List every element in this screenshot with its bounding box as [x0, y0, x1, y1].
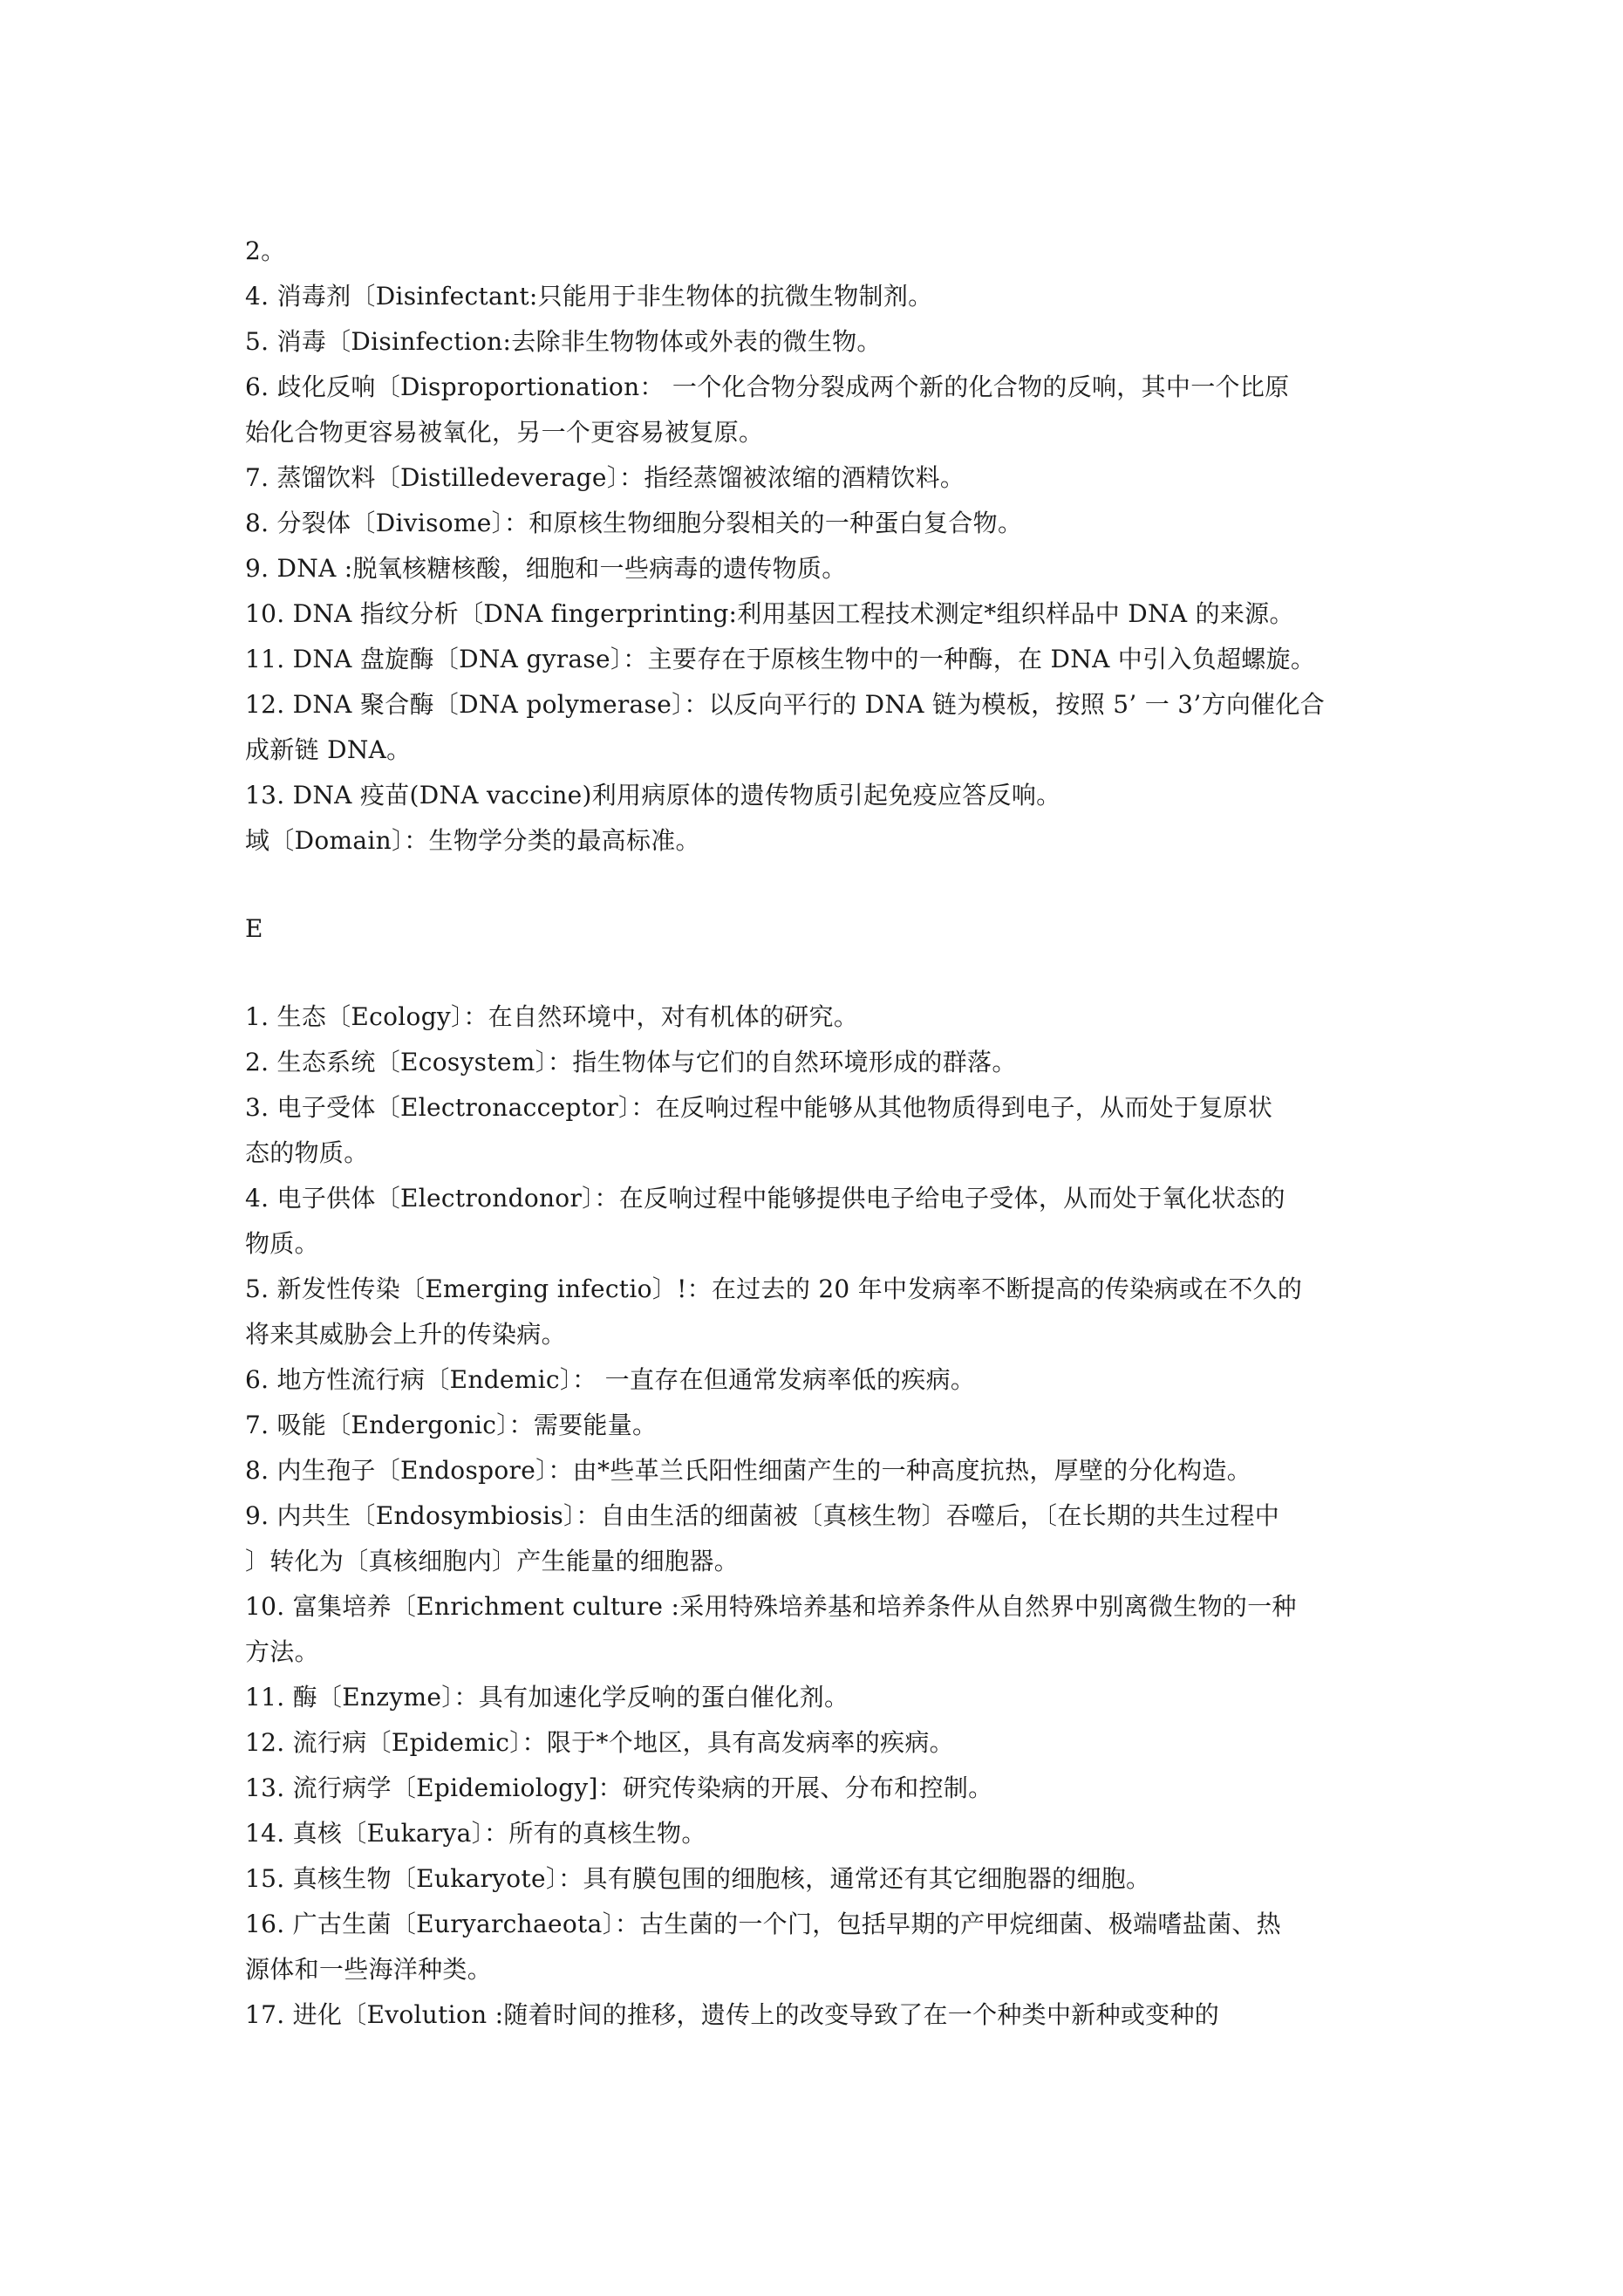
glossary-entry — [245, 818, 1396, 864]
entry-line: 4. 电子供体〔Electrondonor〕：在反响过程中能够提供电子给电子受体，从而处于氧化状态的 — [245, 1184, 1285, 1213]
glossary-entry — [245, 319, 1396, 365]
entry-line: 8. 分裂体〔Divisome〕：和原核生物细胞分裂相关的一种蛋白复合物。 — [245, 509, 1023, 537]
glossary-entry — [245, 1403, 1396, 1448]
glossary-entry — [245, 274, 1396, 319]
entry-continuation-line: 〕转化为〔真核细胞内〕产生能量的细胞器。 — [245, 1547, 740, 1575]
entry-continuation-line: 成新链 DNA。 — [245, 735, 412, 764]
glossary-entry — [245, 455, 1396, 501]
section-d-entries — [245, 274, 1396, 864]
entry-continuation-line: 将来其威胁会上升的传染病。 — [245, 1320, 566, 1349]
glossary-entry — [245, 1992, 1396, 2038]
entry-continuation-line: 物质。 — [245, 1229, 319, 1258]
glossary-entry — [245, 773, 1396, 818]
entry-line: 17. 进化〔Evolution :随着时间的推移，遗传上的改变导致了在一个种类中新种或变种的 — [245, 2000, 1220, 2029]
entry-line: 11. 酶〔Enzyme〕：具有加速化学反响的蛋白催化剂。 — [245, 1683, 849, 1712]
entry-line: 9. DNA :脱氧核糖核酸，细胞和一些病毒的遗传物质。 — [245, 554, 847, 583]
entry-line: 1. 生态〔Ecology〕：在自然环境中，对有机体的研究。 — [245, 1002, 859, 1031]
entry-line: 13. DNA 疫苗(DNA vaccine)利用病原体的遗传物质引起免疫应答反响。 — [245, 781, 1061, 810]
entry-line: 5. 新发性传染〔Emerging infectio〕!：在过去的 20 年中发病率不断提高的传染病或在不久的 — [245, 1274, 1303, 1303]
entry-continuation-line: 始化合物更容易被氧化，另一个更容易被复原。 — [245, 418, 764, 447]
entry-line: 8. 内生孢子〔Endospore〕：由*些革兰氏阳性细菌产生的一种高度抗热，厚壁的分化构造。 — [245, 1456, 1252, 1485]
document-body — [245, 229, 1396, 2038]
entry-line: 6. 歧化反响〔Disproportionation： 一个化合物分裂成两个新的化合物的反响，其中一个比原 — [245, 372, 1290, 401]
glossary-entry — [245, 1720, 1396, 1766]
section-e-entries — [245, 994, 1396, 2038]
entry-line: 3. 电子受体〔Electronacceptor〕：在反响过程中能够从其他物质得到电子，从而处于复原状 — [245, 1093, 1273, 1122]
section-e-heading: E — [245, 914, 263, 943]
entry-line: 15. 真核生物〔Eukaryote〕：具有膜包围的细胞核，通常还有其它细胞器的细胞。 — [245, 1864, 1151, 1893]
entry-line: 12. DNA 聚合酶〔DNA polymerase〕：以反向平行的 DNA 链为模板，按照 5’ 一 3’方向催化合 — [245, 690, 1326, 719]
glossary-entry — [245, 637, 1396, 682]
entry-line: 5. 消毒〔Disinfection:去除非生物物体或外表的微生物。 — [245, 327, 882, 356]
glossary-entry — [245, 591, 1396, 637]
entry-line: 14. 真核〔Eukarya〕：所有的真核生物。 — [245, 1819, 706, 1848]
entry-line: 13. 流行病学〔Epidemiology]：研究传染病的开展、分布和控制。 — [245, 1773, 993, 1802]
section-gap — [245, 864, 1396, 906]
glossary-entry — [245, 1085, 1396, 1176]
entry-line: 4. 消毒剂〔Disinfectant:只能用于非生物体的抗微生物制剂。 — [245, 282, 933, 311]
glossary-entry — [245, 1766, 1396, 1811]
entry-line: 9. 内共生〔Endosymbiosis〕：自由生活的细菌被〔真核生物〕吞噬后，〔在长期的共生过程中 — [245, 1501, 1280, 1530]
entry-line: 7. 吸能〔Endergonic〕：需要能量。 — [245, 1411, 658, 1439]
entry-line: 12. 流行病〔Epidemic〕：限于*个地区，具有高发病率的疾病。 — [245, 1728, 954, 1757]
entry-line: 域〔Domain〕：生物学分类的最高标准。 — [245, 826, 700, 855]
glossary-entry — [245, 1811, 1396, 1856]
glossary-entry — [245, 365, 1396, 455]
glossary-entry — [245, 1267, 1396, 1357]
entry-line: 11. DNA 盘旋酶〔DNA gyrase〕：主要存在于原核生物中的一种酶，在 DNA 中引入负超螺旋。 — [245, 645, 1316, 673]
glossary-entry — [245, 1584, 1396, 1675]
entry-continuation-line: 态的物质。 — [245, 1138, 369, 1167]
entry-line: 6. 地方性流行病〔Endemic〕： 一直存在但通常发病率低的疾病。 — [245, 1365, 976, 1394]
glossary-entry — [245, 546, 1396, 591]
glossary-entry — [245, 1902, 1396, 1992]
section-gap — [245, 952, 1396, 994]
glossary-entry — [245, 1493, 1396, 1584]
entry-line: 7. 蒸馏饮料〔Distilledeverage〕：指经蒸馏被浓缩的酒精饮料。 — [245, 463, 965, 492]
glossary-entry — [245, 1856, 1396, 1902]
glossary-entry — [245, 994, 1396, 1040]
glossary-entry — [245, 1040, 1396, 1085]
glossary-entry — [245, 1357, 1396, 1403]
entry-line: 10. DNA 指纹分析〔DNA fingerprinting:利用基因工程技术测定*组织样品中 DNA 的来源。 — [245, 599, 1294, 628]
glossary-entry — [245, 682, 1396, 773]
entry-line: 16. 广古生菌〔Euryarchaeota〕：古生菌的一个门，包括早期的产甲烷细菌、极端嗜盐菌、热 — [245, 1910, 1281, 1938]
top-fragment: 2。 — [245, 236, 286, 265]
entry-continuation-line: 方法。 — [245, 1637, 319, 1666]
glossary-entry — [245, 1448, 1396, 1493]
glossary-entry — [245, 1176, 1396, 1267]
entry-line: 10. 富集培养〔Enrichment culture :采用特殊培养基和培养条件从自然界中别离微生物的一种 — [245, 1592, 1297, 1621]
glossary-entry — [245, 501, 1396, 546]
glossary-entry — [245, 1675, 1396, 1720]
entry-line: 2. 生态系统〔Ecosystem〕：指生物体与它们的自然环境形成的群落。 — [245, 1048, 1017, 1076]
entry-continuation-line: 源体和一些海洋种类。 — [245, 1955, 493, 1984]
